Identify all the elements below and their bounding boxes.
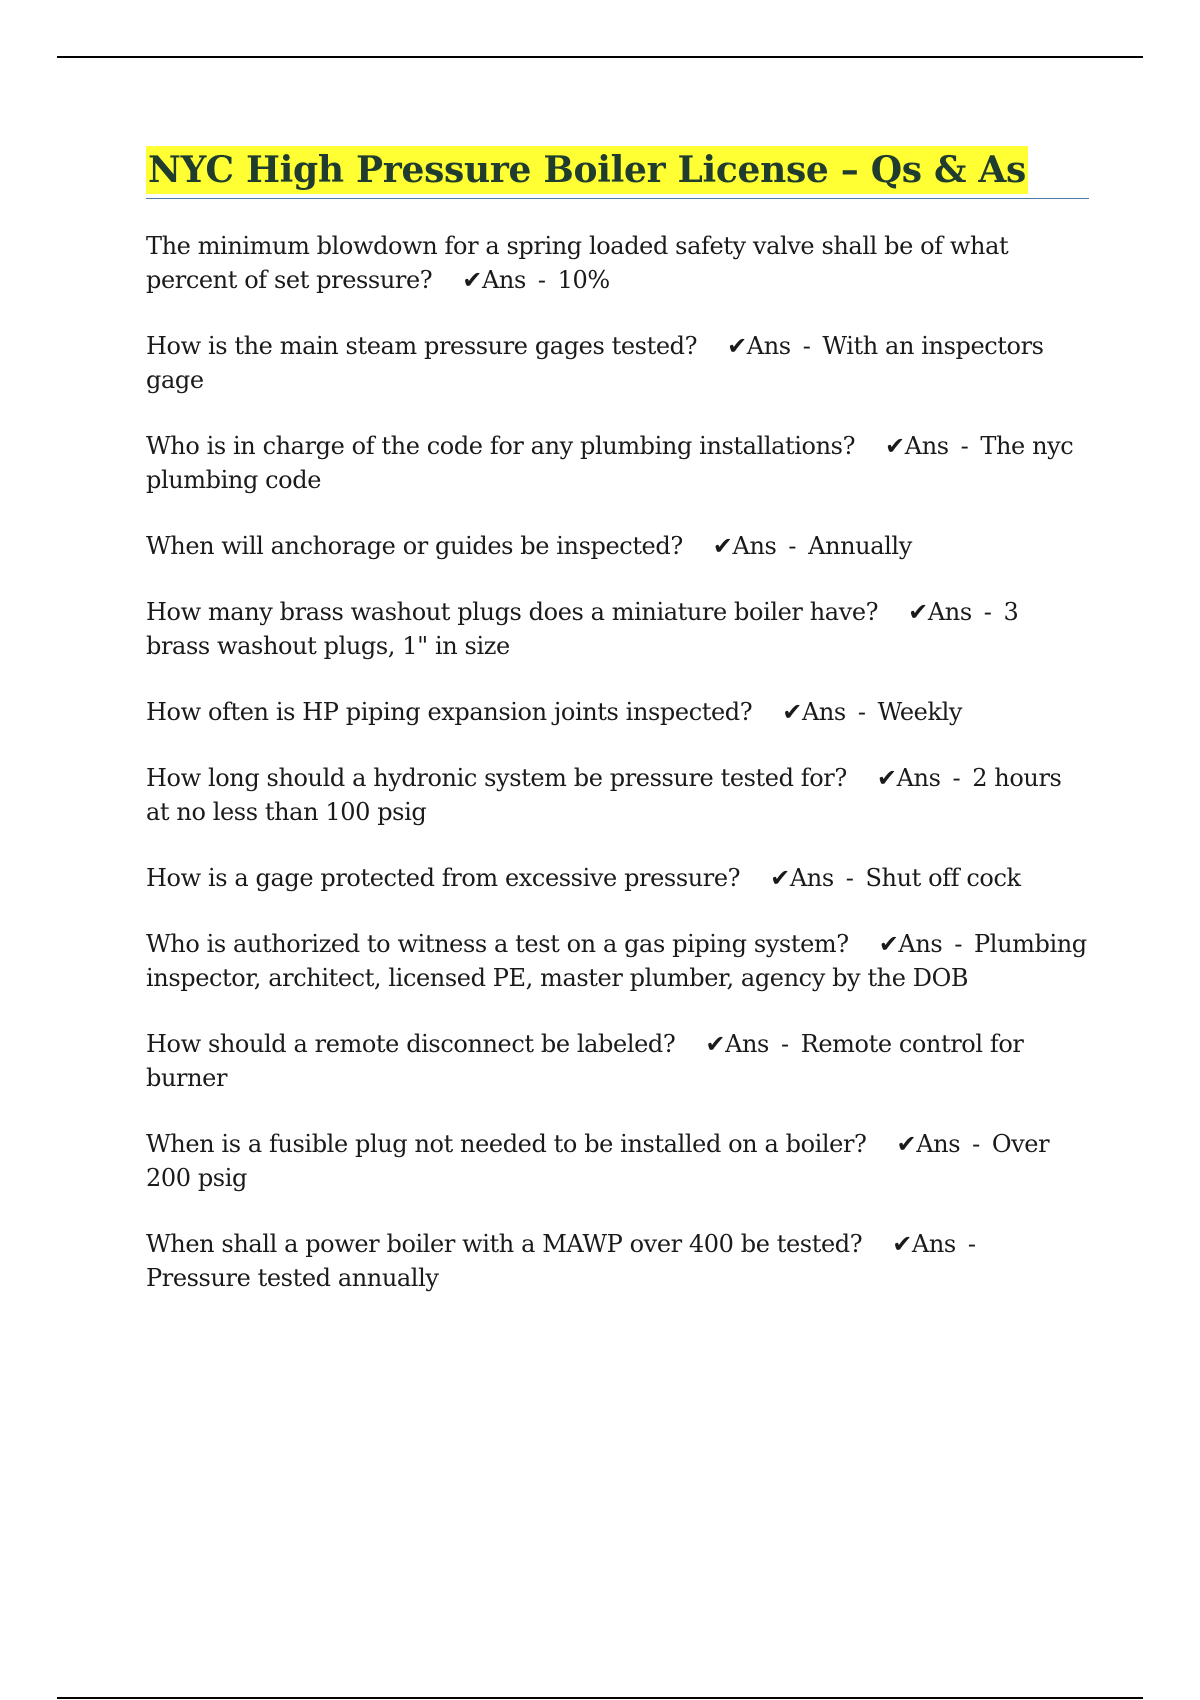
answer-label: Ans [904, 432, 949, 460]
qa-item [146, 1227, 1089, 1295]
answer-separator: - [802, 332, 811, 360]
answer-text: Annually [808, 532, 912, 560]
answer-separator: - [537, 266, 546, 294]
answer-label: Ans [789, 864, 834, 892]
question-text: How should a remote disconnect be labeled? [146, 1030, 676, 1058]
answer-label: Ans [898, 930, 943, 958]
qa-item [146, 927, 1089, 995]
question-text: How is a gage protected from excessive pressure? [146, 864, 741, 892]
check-icon: ✔ [896, 1130, 917, 1158]
answer-label: Ans [911, 1230, 956, 1258]
answer-text: The nyc plumbing code [146, 432, 1074, 494]
qa-item [146, 761, 1089, 829]
answer-text: Pressure tested annually [146, 1264, 439, 1292]
check-icon: ✔ [878, 930, 899, 958]
qa-item [146, 595, 1089, 663]
answer-text: Plumbing inspector, architect, licensed PE, master plumber, agency by the DOB [146, 930, 1087, 992]
answer-label: Ans [916, 1130, 961, 1158]
check-icon: ✔ [705, 1030, 726, 1058]
qa-item [146, 861, 1089, 895]
check-icon: ✔ [782, 698, 802, 726]
question-text: When shall a power boiler with a MAWP over 400 be tested? [146, 1230, 863, 1258]
check-icon: ✔ [876, 764, 897, 792]
answer-text: 2 hours at no less than 100 psig [146, 764, 1062, 826]
qa-item [146, 429, 1089, 497]
answer-separator: - [972, 1130, 980, 1158]
qa-list [146, 229, 1089, 1295]
question-text: Who is in charge of the code for any plumbing installations? [146, 432, 856, 460]
answer-text: Shut off cock [865, 864, 1021, 892]
answer-separator: - [954, 930, 963, 958]
answer-label: Ans [896, 764, 941, 792]
page-top-rule [57, 56, 1143, 58]
question-text: When will anchorage or guides be inspected? [146, 532, 683, 560]
check-icon: ✔ [727, 332, 747, 360]
check-icon: ✔ [892, 1230, 912, 1258]
document-body [146, 146, 1089, 1327]
check-icon: ✔ [770, 864, 790, 892]
question-text: How many brass washout plugs does a miniature boiler have? [146, 598, 879, 626]
qa-item [146, 695, 1089, 729]
answer-label: Ans [725, 1030, 769, 1058]
answer-text: Weekly [877, 698, 963, 726]
answer-text: Over 200 psig [146, 1130, 1050, 1192]
check-icon: ✔ [885, 432, 905, 460]
page-bottom-rule [57, 1697, 1143, 1699]
answer-separator: - [967, 1230, 976, 1258]
qa-item [146, 1027, 1089, 1095]
answer-separator: - [788, 532, 797, 560]
question-text: The minimum blowdown for a spring loaded safety valve shall be of what percent of set pressure? [146, 232, 1009, 294]
qa-item [146, 529, 1089, 563]
answer-label: Ans [481, 266, 526, 294]
answer-separator: - [983, 598, 992, 626]
question-text: When is a fusible plug not needed to be installed on a boiler? [146, 1130, 867, 1158]
qa-item [146, 229, 1089, 297]
answer-label: Ans [927, 598, 972, 626]
qa-item [146, 329, 1089, 397]
check-icon: ✔ [462, 266, 482, 294]
answer-separator: - [952, 764, 961, 792]
answer-text: With an inspectors gage [146, 332, 1044, 394]
answer-separator: - [960, 432, 969, 460]
answer-separator: - [845, 864, 854, 892]
answer-label: Ans [746, 332, 791, 360]
check-icon: ✔ [712, 532, 733, 560]
qa-item [146, 1127, 1089, 1195]
answer-separator: - [780, 1030, 789, 1058]
answer-text: Remote control for burner [146, 1030, 1024, 1092]
answer-label: Ans [732, 532, 777, 560]
answer-text: 3 brass washout plugs, 1" in size [146, 598, 1019, 660]
question-text: How long should a hydronic system be pressure tested for? [146, 764, 847, 792]
document-title: NYC High Pressure Boiler License – Qs & As [146, 146, 1028, 194]
answer-text: 10% [557, 266, 610, 294]
answer-separator: - [857, 698, 866, 726]
question-text: How is the main steam pressure gages tested? [146, 332, 698, 360]
question-text: How often is HP piping expansion joints inspected? [146, 698, 753, 726]
question-text: Who is authorized to witness a test on a gas piping system? [146, 930, 849, 958]
answer-label: Ans [801, 698, 846, 726]
title-block [146, 146, 1089, 199]
check-icon: ✔ [908, 598, 928, 626]
